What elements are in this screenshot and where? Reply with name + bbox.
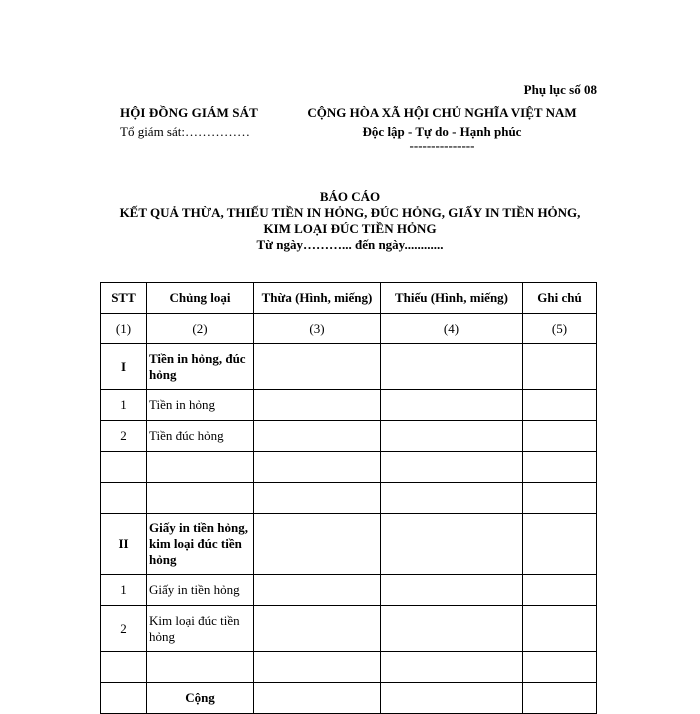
surplus-cell [254, 652, 381, 683]
title-line-1: BÁO CÁO [319, 189, 381, 204]
surplus-cell [254, 683, 381, 714]
header-surplus: Thừa (Hình, miếng) [254, 283, 381, 314]
table-row [101, 421, 597, 452]
note-cell [523, 575, 597, 606]
surplus-cell [254, 483, 381, 514]
national-heading [292, 105, 592, 151]
header-note: Ghi chú [523, 283, 597, 314]
surplus-cell [254, 390, 381, 421]
note-cell [523, 652, 597, 683]
header-deficit: Thiếu (Hình, miếng) [381, 283, 523, 314]
supervision-team: Tổ giám sát:…………… [120, 124, 250, 139]
row-stt: 2 [101, 606, 147, 652]
col-number: (4) [381, 314, 523, 344]
row-stt: 1 [101, 575, 147, 606]
report-title [0, 189, 700, 253]
note-cell [523, 390, 597, 421]
note-cell [523, 421, 597, 452]
row-type [147, 483, 254, 514]
column-number-row [101, 314, 597, 344]
deficit-cell [381, 514, 523, 575]
header-stt: STT [101, 283, 147, 314]
issuing-body [120, 105, 275, 140]
row-type [147, 452, 254, 483]
row-stt: I [101, 344, 147, 390]
row-stt [101, 452, 147, 483]
deficit-cell [381, 390, 523, 421]
table-row [101, 575, 597, 606]
national-motto: Độc lập - Tự do - Hạnh phúc [362, 124, 522, 139]
row-type: Giấy in tiền hỏng [147, 575, 254, 606]
title-line-3: KIM LOẠI ĐÚC TIỀN HỎNG [263, 221, 437, 236]
deficit-cell [381, 483, 523, 514]
table-row [101, 452, 597, 483]
report-table [100, 282, 597, 714]
note-cell [523, 606, 597, 652]
appendix-number: Phụ lục số 08 [523, 82, 597, 97]
deficit-cell [381, 683, 523, 714]
row-type: Tiền đúc hỏng [147, 421, 254, 452]
note-cell [523, 452, 597, 483]
council-name: HỘI ĐỒNG GIÁM SÁT [120, 105, 258, 120]
row-stt [101, 683, 147, 714]
surplus-cell [254, 421, 381, 452]
note-cell [523, 344, 597, 390]
row-type: Tiền in hỏng, đúc hỏng [147, 344, 254, 390]
header-type: Chủng loại [147, 283, 254, 314]
row-type: Tiền in hỏng [147, 390, 254, 421]
row-stt [101, 652, 147, 683]
col-number: (3) [254, 314, 381, 344]
col-number: (2) [147, 314, 254, 344]
total-row [101, 683, 597, 714]
nation-name: CỘNG HÒA XÃ HỘI CHỦ NGHĨA VIỆT NAM [307, 105, 577, 120]
row-stt: 2 [101, 421, 147, 452]
total-label: Cộng [147, 683, 254, 714]
table-row [101, 344, 597, 390]
deficit-cell [381, 575, 523, 606]
table-row [101, 390, 597, 421]
deficit-cell [381, 344, 523, 390]
note-cell [523, 683, 597, 714]
row-stt [101, 483, 147, 514]
table-header-row [101, 283, 597, 314]
deficit-cell [381, 421, 523, 452]
col-number: (5) [523, 314, 597, 344]
row-type [147, 652, 254, 683]
col-number: (1) [101, 314, 147, 344]
row-stt: II [101, 514, 147, 575]
surplus-cell [254, 606, 381, 652]
surplus-cell [254, 344, 381, 390]
surplus-cell [254, 514, 381, 575]
row-type: Kim loại đúc tiền hỏng [147, 606, 254, 652]
surplus-cell [254, 575, 381, 606]
title-line-2: KẾT QUẢ THỪA, THIẾU TIỀN IN HỎNG, ĐÚC HỎNG, GIẤY IN TIỀN HỎNG, [119, 205, 581, 220]
date-range: Từ ngày………... đến ngày............ [256, 237, 444, 252]
row-stt: 1 [101, 390, 147, 421]
table-row [101, 652, 597, 683]
deficit-cell [381, 652, 523, 683]
note-cell [523, 514, 597, 575]
row-type: Giấy in tiền hỏng, kim loại đúc tiền hỏng [147, 514, 254, 575]
deficit-cell [381, 606, 523, 652]
note-cell [523, 483, 597, 514]
deficit-cell [381, 452, 523, 483]
table-row [101, 606, 597, 652]
table-row [101, 483, 597, 514]
surplus-cell [254, 452, 381, 483]
motto-separator: --------------- [409, 138, 475, 153]
table-row [101, 514, 597, 575]
